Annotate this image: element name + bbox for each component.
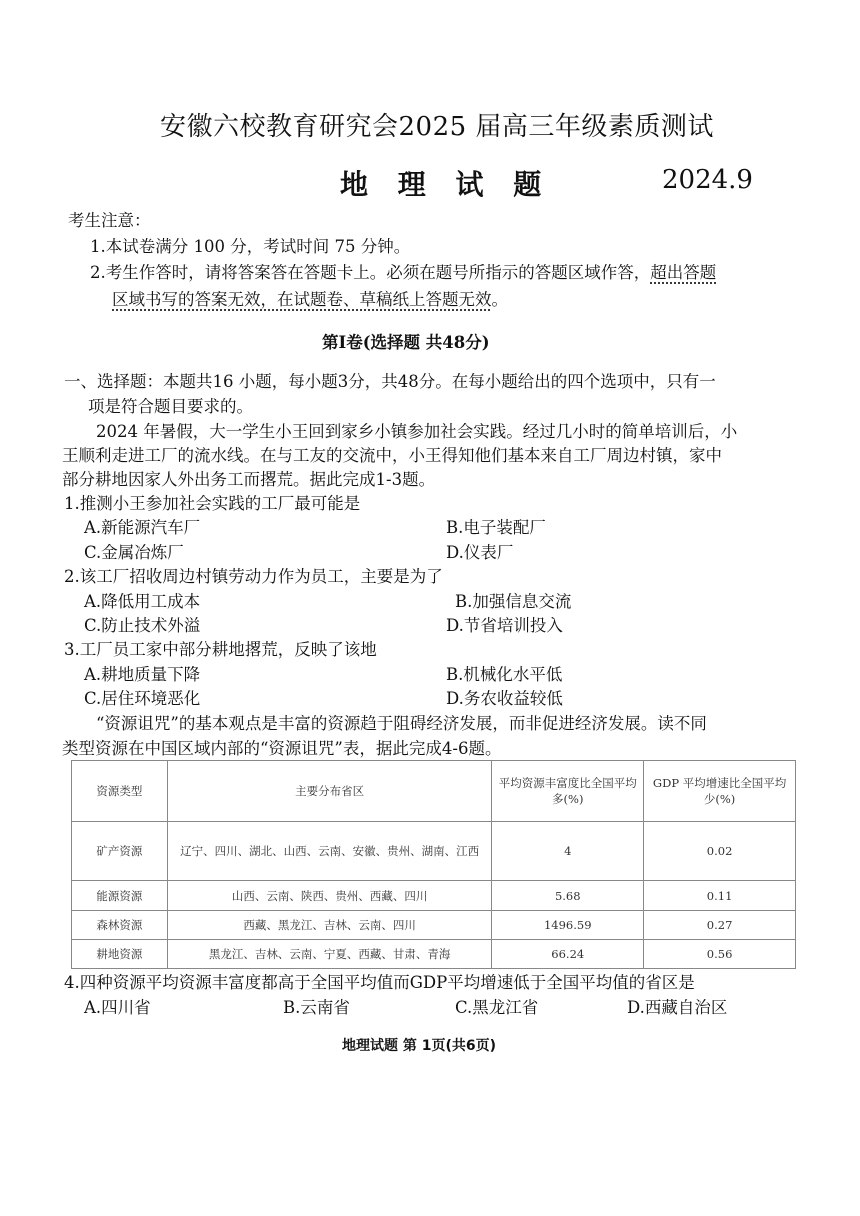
option-d: D.仪表厂 (446, 543, 514, 562)
table-cell: 5.68 (492, 881, 644, 911)
table-cell: 耕地资源 (72, 940, 168, 969)
table-cell: 66.24 (492, 940, 644, 969)
header-cell: 资源类型 (72, 761, 168, 822)
table-cell: 森林资源 (72, 911, 168, 940)
table-cell: 辽宁、四川、湖北、山西、云南、安徽、贵州、湖南、江西 (167, 822, 491, 881)
notice-heading: 考生注意： (68, 211, 151, 230)
notice-item-2-line-1 (90, 261, 716, 285)
option-c: C.金属冶炼厂 (84, 543, 184, 562)
option-b: B.云南省 (283, 998, 350, 1017)
exam-date: 2024.9 (662, 165, 753, 195)
table-cell: 黑龙江、吉林、云南、宁夏、西藏、甘肃、青海 (167, 940, 491, 969)
table-cell: 矿产资源 (72, 822, 168, 881)
question-stem: 4.四种资源平均资源丰富度都高于全国平均值而GDP平均增速低于全国平均值的省区是 (64, 973, 695, 992)
table-cell: 能源资源 (72, 881, 168, 911)
table-header-row (72, 761, 796, 822)
option-a: A.耕地质量下降 (84, 665, 201, 684)
notice-emphasis-2: 区域书写的答案无效，在试题卷、草稿纸上答题无效 (112, 290, 492, 309)
table-cell: 4 (492, 822, 644, 881)
header-cell: 平均资源丰富度比全国平均多(%) (492, 761, 644, 822)
notice-item-2-line-2 (112, 288, 508, 312)
table-cell: 0.11 (644, 881, 796, 911)
instructions-line-2: 项是符合题目要求的。 (88, 397, 253, 416)
page-footer: 地理试题 第 1页(共6页) (342, 1038, 497, 1054)
table-row (72, 911, 796, 940)
section-title: 第Ⅰ卷(选择题 共48分) (322, 333, 490, 352)
option-a: A.降低用工成本 (84, 592, 201, 611)
header-cell: GDP 平均增速比全国平均少(%) (644, 761, 796, 822)
table-cell: 西藏、黑龙江、吉林、云南、四川 (167, 911, 491, 940)
option-b: B.电子装配厂 (446, 518, 546, 537)
exam-title: 安徽六校教育研究会2025 届高三年级素质测试 (160, 112, 714, 142)
option-d: D.西藏自治区 (627, 998, 728, 1017)
passage-2-line-2: 类型资源在中国区域内部的“资源诅咒”表，据此完成4-6题。 (62, 739, 502, 758)
table-cell: 0.02 (644, 822, 796, 881)
option-c: C.黑龙江省 (455, 998, 539, 1017)
option-a: A.新能源汽车厂 (84, 518, 201, 537)
passage-1-line-1: 2024 年暑假，大一学生小王回到家乡小镇参加社会实践。经过几小时的简单培训后，小 (96, 422, 738, 441)
notice-item-2-end: 。 (491, 290, 508, 309)
table-row (72, 940, 796, 969)
table-cell: 0.27 (644, 911, 796, 940)
passage-1-line-3: 部分耕地因家人外出务工而撂荒。据此完成1-3题。 (62, 470, 436, 489)
header-cell: 主要分布省区 (167, 761, 491, 822)
subject-title: 地 理 试 题 (340, 168, 552, 201)
table-cell: 山西、云南、陕西、贵州、西藏、四川 (167, 881, 491, 911)
question-stem: 3.工厂员工家中部分耕地撂荒，反映了该地 (64, 640, 377, 659)
question-stem: 2.该工厂招收周边村镇劳动力作为员工，主要是为了 (64, 567, 443, 586)
table-row (72, 822, 796, 881)
option-d: D.务农收益较低 (446, 689, 563, 708)
option-c: C.防止技术外溢 (84, 616, 201, 635)
option-b: B.加强信息交流 (455, 592, 572, 611)
resource-curse-table (71, 760, 796, 969)
notice-item-2-text: 2.考生作答时，请将答案答在答题卡上。必须在题号所指示的答题区域作答， (90, 263, 651, 282)
table-cell: 0.56 (644, 940, 796, 969)
question-stem: 1.推测小王参加社会实践的工厂最可能是 (64, 494, 361, 513)
passage-1-line-2: 王顺利走进工厂的流水线。在与工友的交流中，小王得知他们基本来自工厂周边村镇，家中 (62, 446, 722, 465)
option-c: C.居住环境恶化 (84, 689, 201, 708)
option-b: B.机械化水平低 (446, 665, 563, 684)
table-cell: 1496.59 (492, 911, 644, 940)
passage-2-line-1: “资源诅咒”的基本观点是丰富的资源趋于阻碍经济发展，而非促进经济发展。读不同 (96, 714, 707, 733)
notice-item-1: 1.本试卷满分 100 分，考试时间 75 分钟。 (90, 237, 411, 256)
option-a: A.四川省 (84, 998, 151, 1017)
instructions-line-1: 一、选择题：本题共16 小题，每小题3分，共48分。在每小题给出的四个选项中，只有一 (64, 372, 716, 391)
option-d: D.节省培训投入 (446, 616, 563, 635)
table-row (72, 881, 796, 911)
notice-emphasis-1: 超出答题 (650, 263, 717, 282)
